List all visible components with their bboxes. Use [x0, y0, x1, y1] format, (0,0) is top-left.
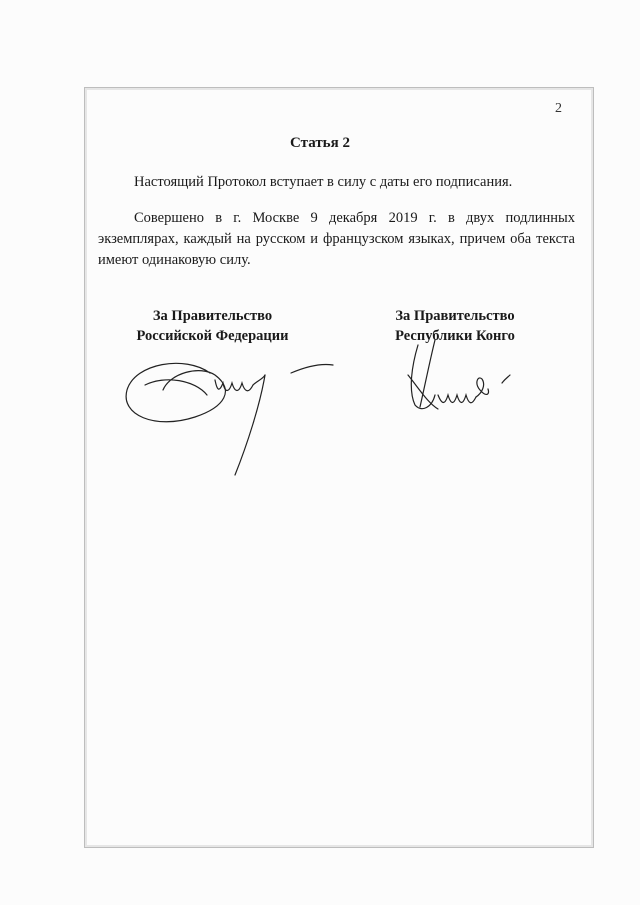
signatory-congo-line2: Республики Конго — [395, 328, 515, 344]
page-number: 2 — [555, 101, 562, 116]
signatory-congo-line1: За Правительство — [395, 308, 515, 324]
signatory-russia-line2: Российской Федерации — [136, 328, 289, 344]
paragraph-entry-into-force: Настоящий Протокол вступает в силу с даты его подписания. — [134, 174, 513, 190]
signature-congo — [390, 335, 530, 425]
signatory-russia — [110, 306, 315, 346]
signature-russia — [115, 345, 345, 485]
article-title: Статья 2 — [290, 135, 350, 151]
paragraph-done-at-moscow: Совершено в г. Москве 9 декабря 2019 г. в двух подлинных экземплярах, каждый на русском и французском языках, причем оба текста имеют одинаковую силу. — [98, 210, 575, 268]
signatory-russia-line1: За Правительство — [152, 308, 273, 324]
